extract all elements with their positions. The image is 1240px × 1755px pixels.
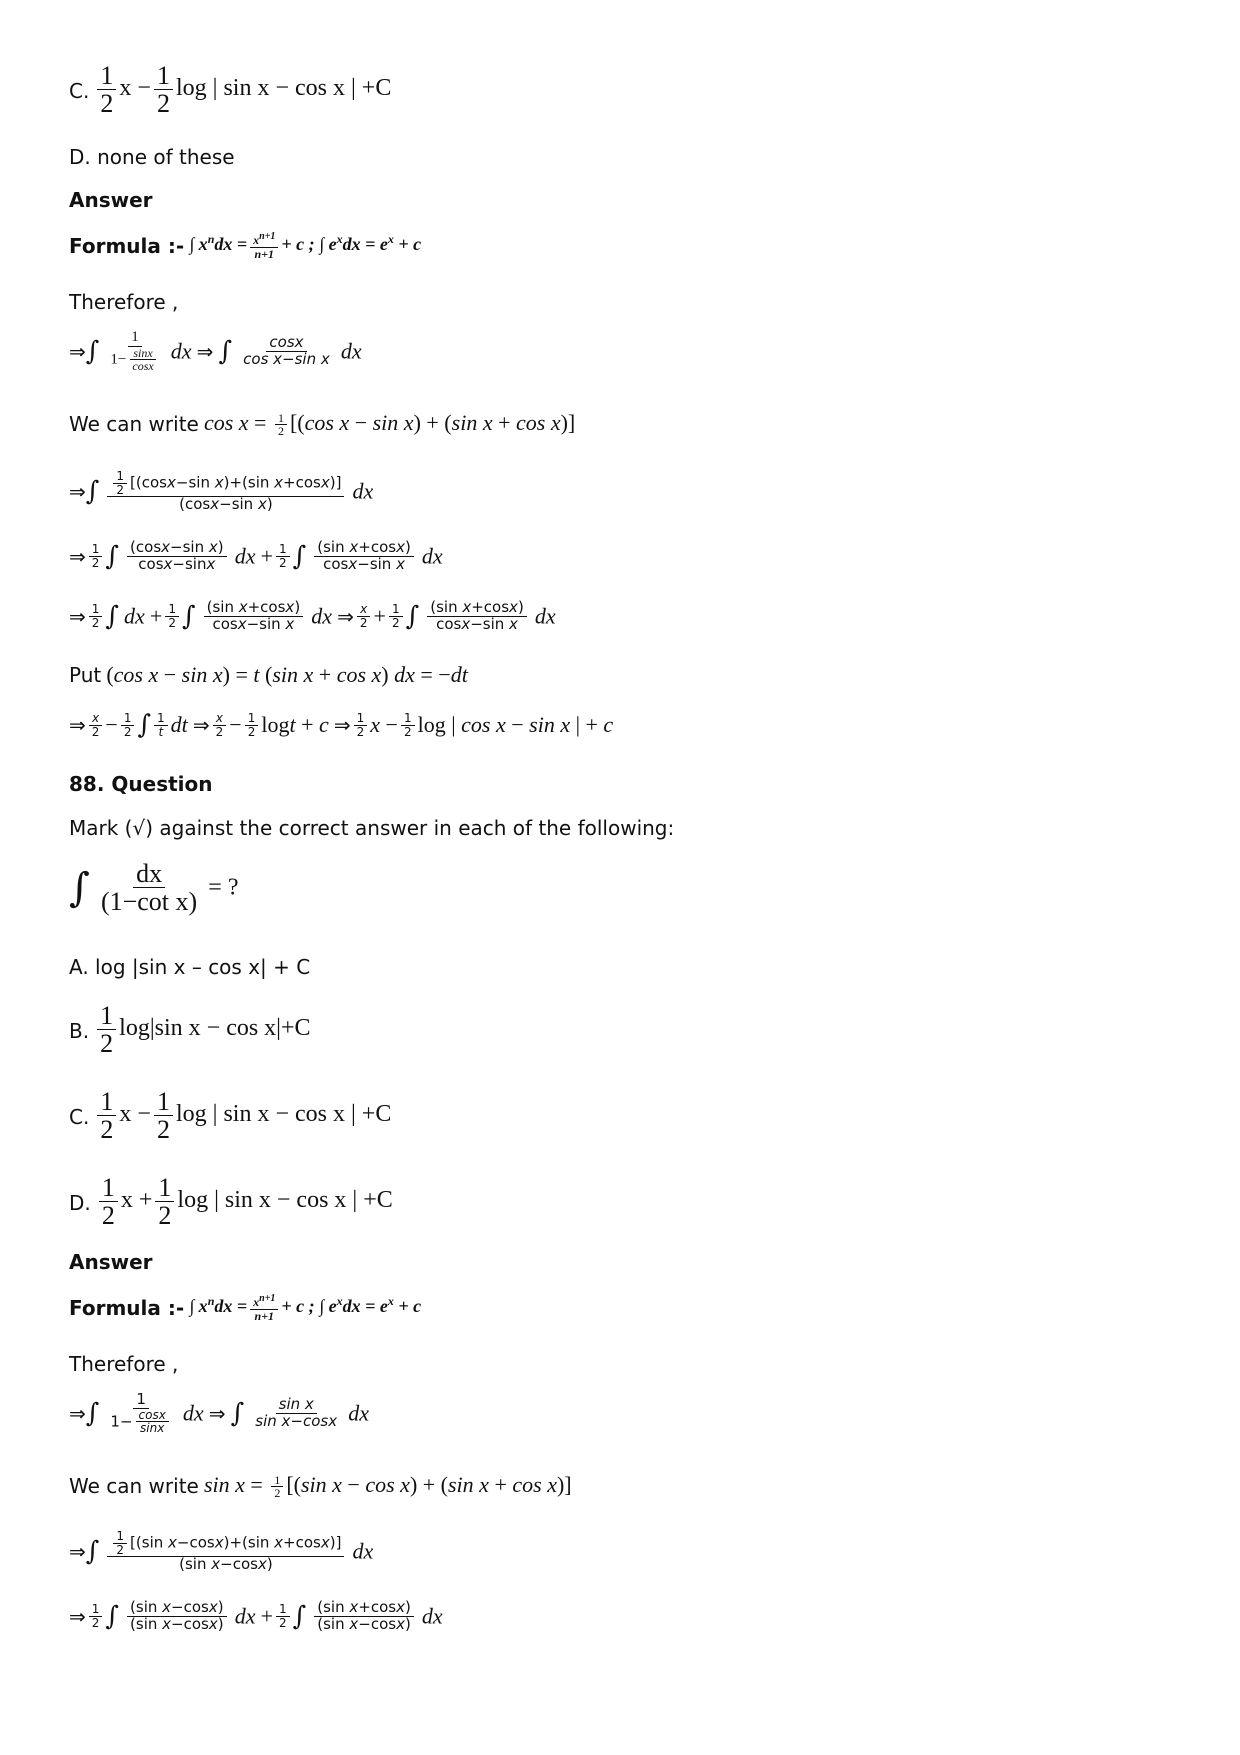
step-1: ⇒∫ 1 1− $\frac{\sin x}{\cos x}$ dx ⇒ ∫ $\frac{\cos x}{\text{cos x−sin x}}$ dx — [69, 329, 362, 374]
step-5: ⇒ $\frac{x}{2}$ − $\frac{1}{2}$ ∫ $\frac{1}{t}$ dt ⇒ $\frac{x}{2}$ − $\frac{1}{2}$ logt + c ⇒ $\frac{1}{2}$ x − $\frac{1}{2}$ log | cos x − sin x | + c — [69, 710, 614, 740]
therefore-text: Therefore , — [69, 1352, 179, 1376]
option-label: C. — [69, 78, 90, 103]
question-integral: ∫ $\frac{dx}{\text{(1−cot x)}}$ = ? — [69, 859, 239, 917]
rewrite-line: We can write sin x = $\frac{1}{2}$ [(sin x − cos x) + (sin x + cos x)] — [69, 1472, 572, 1501]
formula-line — [69, 1294, 421, 1322]
option-label: B. — [69, 1018, 90, 1043]
put-line: Put (cos x − sin x) = t (sin x + cos x) dx = −dt — [69, 662, 468, 687]
formula-label: Formula :- — [69, 1296, 185, 1321]
write-label: We can write — [69, 1474, 199, 1499]
option-b: B. $\frac{1}{2}$ log|sin x − cos x|+C — [69, 1001, 311, 1059]
option-a: A. log |sin x – cos x| + C — [69, 955, 311, 979]
formula-label: Formula :- — [69, 234, 185, 259]
question-instruction: Mark (√) against the correct answer in each of the following: — [69, 816, 675, 840]
step-2: ⇒∫ $\frac{1}{2}$ [(sin x−cosx)+(sin x+cosx)] (sin x−cosx) dx — [69, 1529, 374, 1574]
option-label: C. — [69, 1104, 90, 1129]
option-c: C. $\frac{1}{2}$ x − $\frac{1}{2}$ log | sin x − cos x | +C — [69, 1087, 392, 1145]
formula-expression: ∫ $x^ndx$ = $\frac{x^{n+1}}{n+1}$ + c ; ∫ $e^xdx = e^x + c$ — [189, 1293, 422, 1323]
write-label: We can write — [69, 412, 199, 437]
question-88-title: 88. Question — [69, 772, 213, 796]
formula-line — [69, 232, 421, 260]
step-2: ⇒∫ $\frac{1}{2}$ [(cosx−sin x)+(sin x+cosx)] (cosx−sin x) dx — [69, 469, 374, 514]
formula-expression: ∫ $x^ndx$ = $\frac{x^{n+1}}{n+1}$ + c ; ∫ $e^xdx = e^x + c$ — [189, 231, 422, 261]
step-3: ⇒ $\frac{1}{2}$ ∫ $\frac{\text{(cosx−sin x)}}{\cos x-\sin x}$ dx + $\frac{1}{2}$ ∫ $\frac{\text{(sin x+cosx)}}{\text{cosx−sin x}}$ dx — [69, 538, 443, 573]
option-d: D. $\frac{1}{2}$ x + $\frac{1}{2}$ log | sin x − cos x | +C — [69, 1173, 393, 1231]
therefore-text: Therefore , — [69, 290, 179, 314]
step-4: ⇒ $\frac{1}{2}$ ∫ dx + $\frac{1}{2}$ ∫ $\frac{\text{(sin x+cosx)}}{\text{cosx−sin x}}$ dx ⇒ $\frac{x}{2}$ + $\frac{1}{2}$ ∫ $\frac{\text{(sin x+cosx)}}{\text{cosx−sin x}}$ dx — [69, 598, 556, 633]
step-3: ⇒ $\frac{1}{2}$ ∫ $\frac{\text{(sin x−cosx)}}{\text{(sin x−cosx)}}$ dx + $\frac{1}{2}$ ∫ $\frac{\text{(sin x+cosx)}}{\text{(sin x−cosx)}}$ dx — [69, 1598, 443, 1633]
answer-heading: Answer — [69, 1250, 153, 1274]
step-1: ⇒∫ 1 1− $\frac{\cos x}{\sin x}$ dx ⇒ ∫ $\frac{\text{sin x}}{\text{sin x−cosx}}$ dx — [69, 1390, 369, 1436]
rewrite-line: We can write cos x = $\frac{1}{2}$ [(cos x − sin x) + (sin x + cos x)] — [69, 410, 576, 439]
put-label: Put — [69, 663, 102, 687]
option-label: D. — [69, 1190, 91, 1215]
option-c-expression: $\frac{1}{2}$ x − $\frac{1}{2}$ log | sin x − cos x | +C — [94, 75, 391, 101]
prev-option-d: D. none of these — [69, 145, 235, 169]
answer-heading: Answer — [69, 188, 153, 212]
prev-option-c — [69, 62, 391, 118]
